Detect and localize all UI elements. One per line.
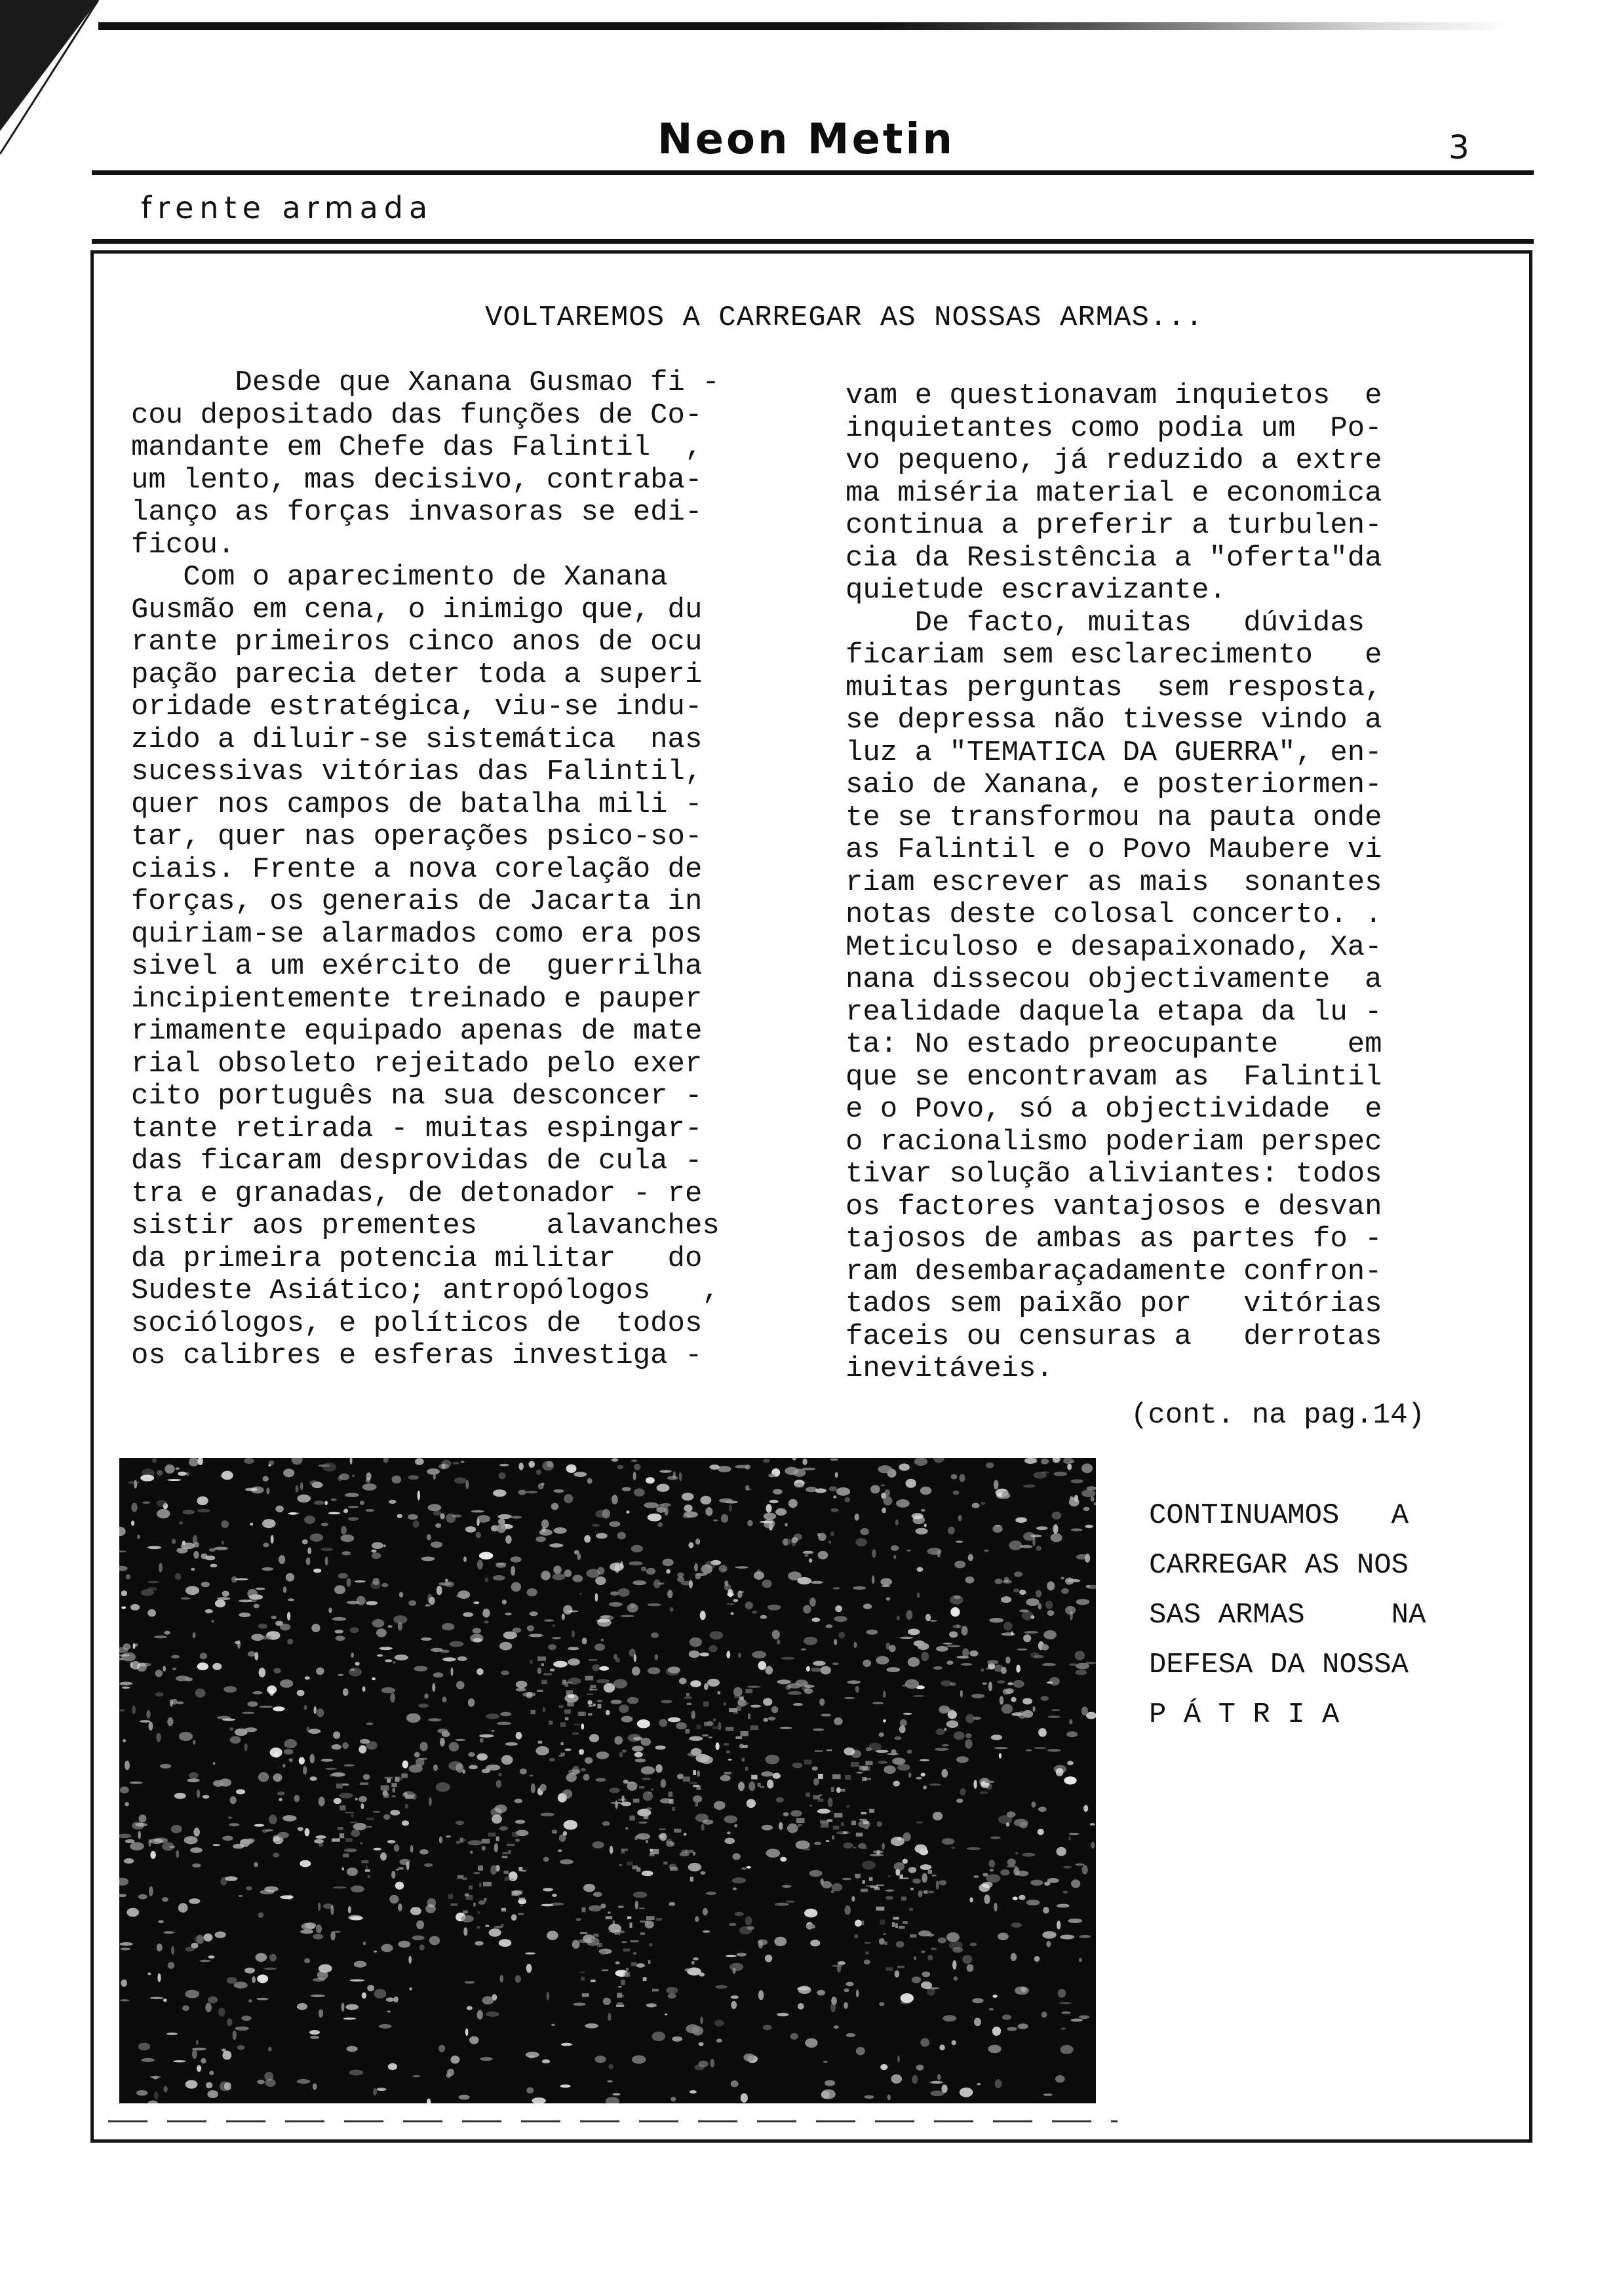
- article-line: quietude escravizante.: [846, 574, 1226, 607]
- article-line: ram desembaraçadamente confron-: [846, 1255, 1382, 1288]
- article-line: cito português na sua desconcer -: [131, 1080, 703, 1113]
- article-line: te se transformou na pauta onde: [846, 801, 1382, 834]
- guerrilla-photograph: [119, 1458, 1096, 2103]
- top-scan-band: [98, 22, 1514, 30]
- article-line: muitas perguntas sem resposta,: [846, 671, 1382, 704]
- article-line: oridade estratégica, viu-se indu-: [131, 691, 703, 723]
- article-line: ma miséria material e economica: [846, 476, 1382, 510]
- article-line: sivel a um exército de guerrilha: [131, 950, 703, 983]
- masthead-title: Neon Metin: [657, 115, 955, 164]
- article-column-right: [846, 380, 1501, 1386]
- article-line: Sudeste Asiático; antropólogos ,: [131, 1274, 720, 1307]
- article-line: rimamente equipado apenas de mate: [131, 1015, 703, 1048]
- article-line: tra e granadas, de detonador - re: [131, 1177, 703, 1210]
- article-line: tivar solução aliviantes: todos: [846, 1158, 1382, 1191]
- article-line: pação parecia deter toda a superi: [131, 658, 703, 691]
- article-line: das ficaram desprovidas de cula -: [131, 1145, 703, 1177]
- article-line: quiriam-se alarmados como era pos: [131, 917, 703, 951]
- article-line: incipientemente treinado e pauper: [131, 982, 703, 1016]
- article-line: Gusmão em cena, o inimigo que, du: [131, 593, 703, 626]
- article-line: riam escrever as mais sonantes: [846, 866, 1382, 899]
- article-line: sistir aos prementes alavanches: [131, 1210, 720, 1242]
- article-line: realidade daquela etapa da lu -: [846, 995, 1382, 1029]
- article-line: ficariam sem esclarecimento e: [846, 639, 1382, 672]
- article-line: ficou.: [131, 528, 235, 562]
- article-line: lanço as forças invasoras se edi-: [131, 496, 703, 529]
- article-line: zido a diluir-se sistemática nas: [131, 723, 703, 756]
- article-line: saio de Xanana, e posteriormen-: [846, 769, 1382, 801]
- article-line: cou depositado das funções de Co-: [131, 398, 703, 432]
- article-line: as Falintil e o Povo Maubere vi: [846, 833, 1382, 866]
- article-line: luz a "TEMATICA DA GUERRA", en-: [846, 736, 1382, 769]
- article-line: se depressa não tivesse vindo a: [846, 704, 1382, 737]
- section-rule: [92, 239, 1534, 244]
- article-line: tar, quer nas operações psico-so-: [131, 820, 703, 853]
- article-line: De facto, muitas dúvidas: [846, 606, 1365, 640]
- article-line: vo pequeno, já reduzido a extre: [846, 444, 1382, 477]
- article-line: ciais. Frente a nova corelação de: [131, 852, 703, 886]
- photo-caption: CONTINUAMOS A CARREGAR AS NOS SAS ARMAS NA DEFESA DA NOSSA P Á T R I A: [1149, 1499, 1426, 1731]
- article-line: e o Povo, só a objectividade e: [846, 1093, 1382, 1126]
- article-line: faceis ou censuras a derrotas: [846, 1320, 1382, 1353]
- article-headline: VOLTAREMOS A CARREGAR AS NOSSAS ARMAS...: [485, 301, 1204, 334]
- article-line: os calibres e esferas investiga -: [131, 1339, 703, 1372]
- article-line: ta: No estado preocupante em: [846, 1028, 1382, 1061]
- article-line: mandante em Chefe das Falintil ,: [131, 431, 703, 464]
- article-line: inquietantes como podia um Po-: [846, 411, 1382, 445]
- article-line: rial obsoleto rejeitado pelo exer: [131, 1047, 703, 1081]
- page-number: 3: [1449, 128, 1469, 166]
- article-line: da primeira potencia militar do: [131, 1242, 703, 1275]
- article-line: tante retirada - muitas espingar-: [131, 1112, 703, 1145]
- article-line: nana dissecou objectivamente a: [846, 963, 1382, 996]
- continuation-note: (cont. na pag.14): [1131, 1399, 1425, 1432]
- article-line: continua a preferir a turbulen-: [846, 509, 1382, 542]
- section-label: frente armada: [141, 190, 434, 225]
- article-line: inevitáveis.: [846, 1352, 1053, 1385]
- article-line: vam e questionavam inquietos e: [846, 379, 1382, 412]
- bottom-dashed-line: [108, 2120, 1118, 2122]
- article-line: Desde que Xanana Gusmao fi -: [131, 366, 720, 399]
- article-line: quer nos campos de batalha mili -: [131, 788, 703, 821]
- article-line: tajosos de ambas as partes fo -: [846, 1223, 1382, 1255]
- masthead-rule: [92, 170, 1534, 175]
- photo-texture: [119, 1458, 1096, 2103]
- article-line: o racionalismo poderiam perspec: [846, 1125, 1382, 1158]
- article-line: notas deste colosal concerto. .: [846, 898, 1382, 931]
- article-line: Meticuloso e desapaixonado, Xa-: [846, 930, 1382, 964]
- article-line: forças, os generais de Jacarta in: [131, 885, 703, 918]
- article-line: os factores vantajosos e desvan: [846, 1190, 1382, 1223]
- article-line: rante primeiros cinco anos de ocu: [131, 626, 703, 659]
- article-line: sociólogos, e políticos de todos: [131, 1307, 703, 1340]
- article-line: tados sem paixão por vitórias: [846, 1288, 1382, 1320]
- article-line: que se encontravam as Falintil: [846, 1060, 1382, 1094]
- article-line: Com o aparecimento de Xanana: [131, 561, 668, 594]
- article-column-left: [131, 367, 813, 1373]
- article-line: um lento, mas decisivo, contraba-: [131, 463, 703, 497]
- article-line: cia da Resistência a "oferta"da: [846, 541, 1382, 575]
- article-line: sucessivas vitórias das Falintil,: [131, 756, 703, 788]
